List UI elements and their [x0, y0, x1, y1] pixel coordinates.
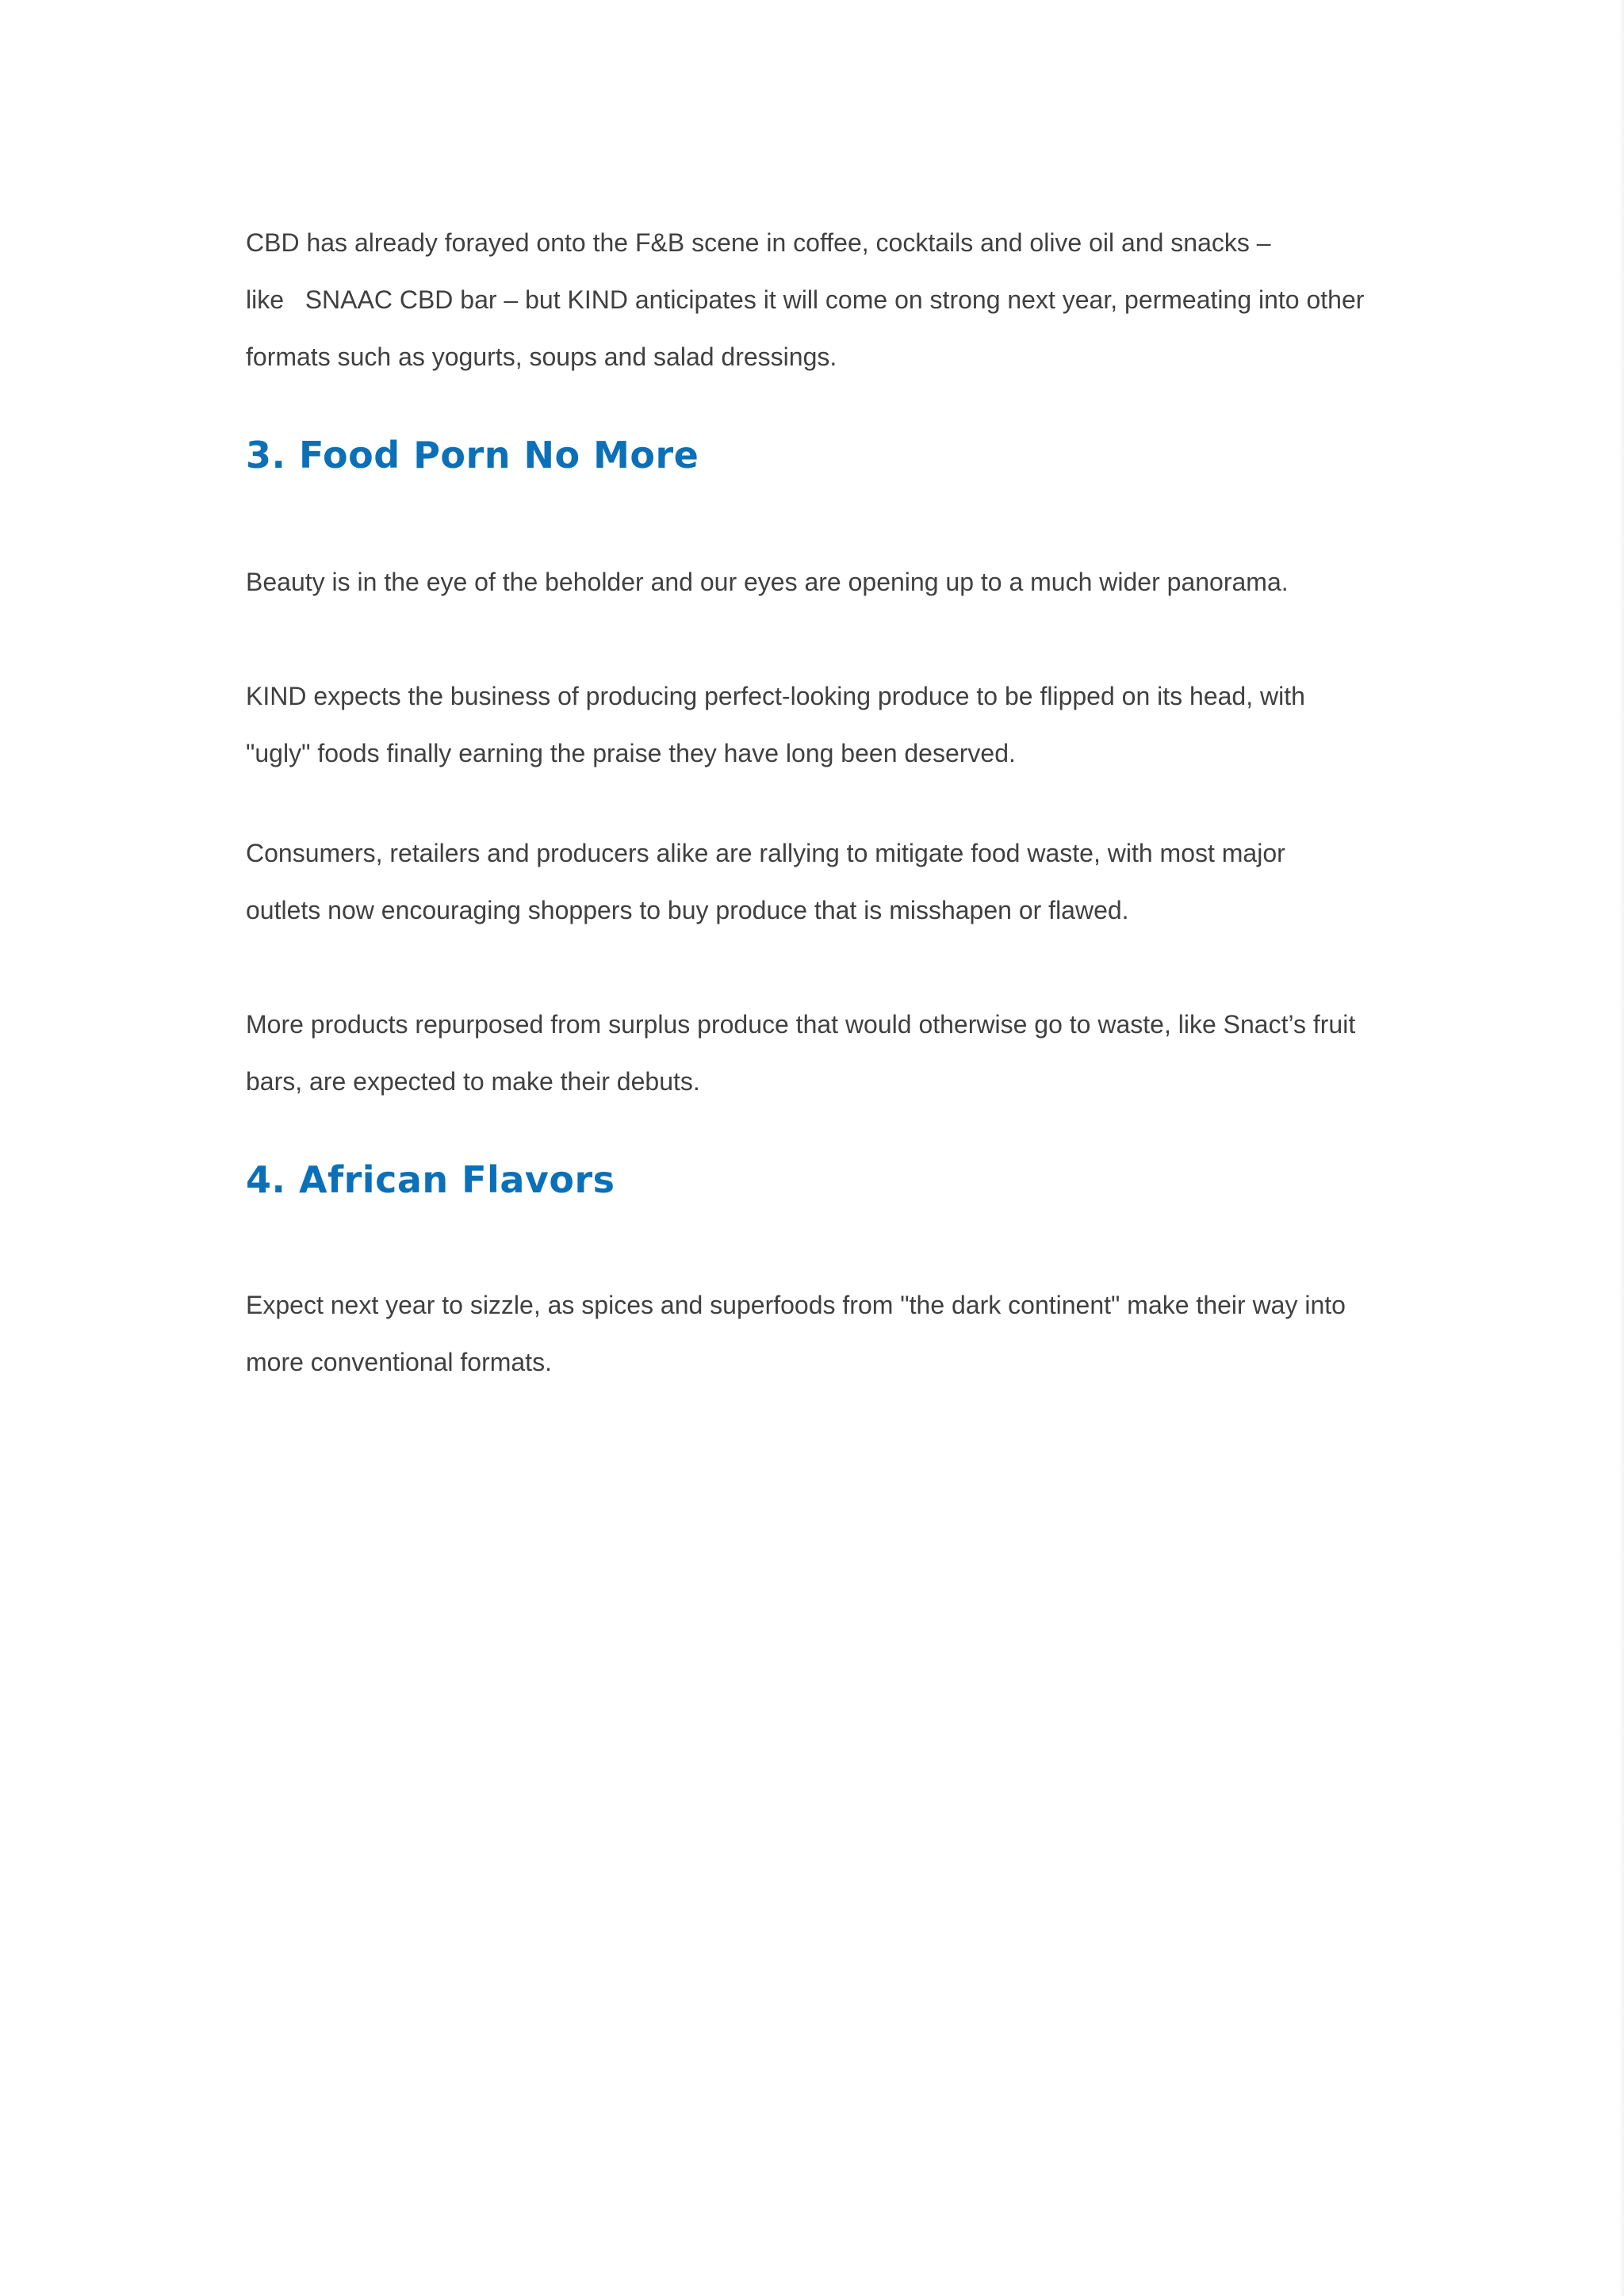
text-line: formats such as yogurts, soups and salad dressings.: [246, 342, 837, 371]
document-body: [246, 214, 1388, 1391]
text-line: Consumers, retailers and producers alike are rallying to mitigate food waste, with most major: [246, 839, 1285, 867]
text-line: bars, are expected to make their debuts.: [246, 1067, 700, 1096]
paragraph-beauty: [246, 553, 1388, 610]
text-line: Expect next year to sizzle, as spices and superfoods from "the dark continent" make their way into: [246, 1291, 1346, 1319]
section-heading-african-flavors: 4. African Flavors: [246, 1158, 615, 1201]
paragraph-consumers: [246, 825, 1388, 939]
text-line: more conventional formats.: [246, 1348, 552, 1376]
text-line: Beauty is in the eye of the beholder and our eyes are opening up to a much wider panorama.: [246, 568, 1289, 596]
paragraph-more-products: [246, 996, 1388, 1110]
text-line: "ugly" foods finally earning the praise they have long been deserved.: [246, 739, 1016, 767]
text-line: CBD has already forayed onto the F&B scene in coffee, cocktails and olive oil and snacks –: [246, 228, 1271, 257]
text-line: like SNAAC CBD bar – but KIND anticipates it will come on strong next year, permeating into other: [246, 285, 1365, 314]
section-heading-food-porn-no-more: 3. Food Porn No More: [246, 434, 699, 476]
page-edge-shadow: [1619, 0, 1624, 2296]
text-line: KIND expects the business of producing perfect-looking produce to be flipped on its head, with: [246, 682, 1305, 710]
paragraph-expect-next-year: [246, 1276, 1388, 1391]
paragraph-kind-expects: [246, 668, 1388, 782]
text-line: More products repurposed from surplus produce that would otherwise go to waste, like Snact’s fruit: [246, 1010, 1356, 1039]
paragraph-cbd-formats: [246, 214, 1388, 385]
text-line: outlets now encouraging shoppers to buy produce that is misshapen or flawed.: [246, 896, 1129, 924]
